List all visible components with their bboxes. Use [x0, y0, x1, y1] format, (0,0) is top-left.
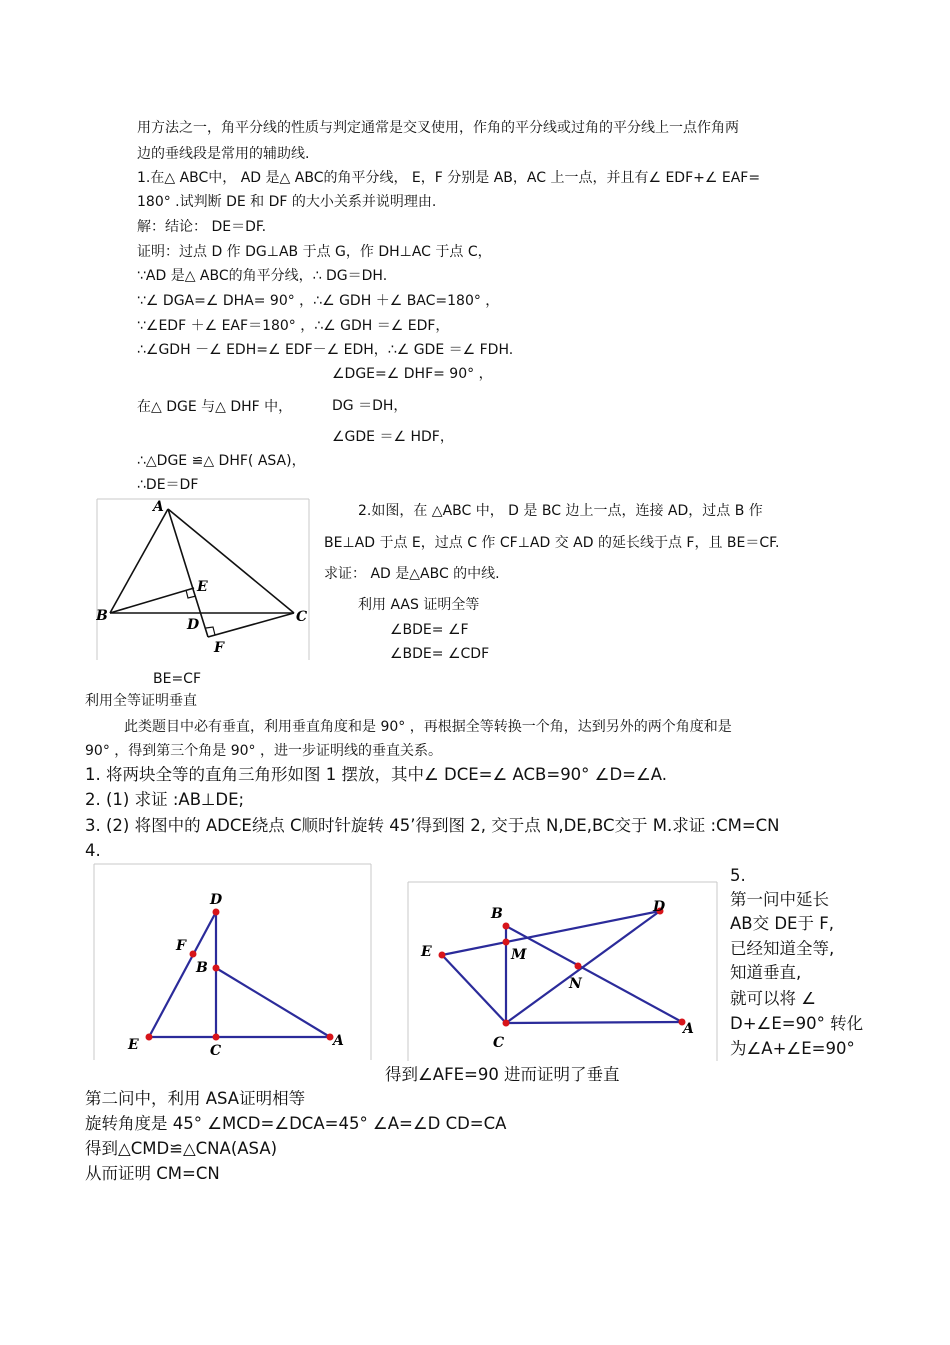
label-b: B	[96, 608, 108, 624]
problem1-in-triangles: 在△ DGE 与△ DHF 中，	[137, 399, 293, 415]
problem3-line-3: 3. (2) 将图中的 ADCE绕点 C顺时针旋转 45’得到图 2, 交于点 N,DE,BC交于 M.求证 :CM=CN	[85, 816, 780, 835]
side-note-3: AB交 DE于 F,	[730, 914, 834, 933]
point-e	[439, 952, 446, 959]
label-d: D	[210, 892, 223, 908]
label-e: E	[421, 944, 432, 960]
side-note-2: 第一问中延长	[730, 890, 829, 909]
point-c	[503, 1020, 510, 1027]
problem3-part2-3: 得到△CMD≌△CNA(ASA)	[85, 1139, 278, 1158]
problem1-proof-2: ∵AD 是△ ABC的角平分线，∴ DG＝DH.	[137, 268, 388, 284]
problem3-line-1: 1. 将两块全等的直角三角形如图 1 摆放，其中∠ DCE=∠ ACB=90° ∠D=∠A.	[85, 765, 668, 784]
point-c	[213, 1034, 220, 1041]
label-d: D	[187, 617, 200, 633]
point-n	[575, 963, 582, 970]
intro-line-1: 用方法之一，角平分线的性质与判定通常是交叉使用，作角的平分线或过角的平分线上一点作角两	[137, 120, 739, 136]
segment-ab	[110, 509, 168, 613]
problem1-proof-1: 证明：过点 D 作 DG⊥AB 于点 G，作 DH⊥AC 于点 C，	[137, 244, 492, 260]
label-a: A	[333, 1033, 344, 1049]
label-c: C	[493, 1035, 505, 1051]
point-m	[503, 939, 510, 946]
side-note-1: 5.	[730, 866, 746, 885]
label-m: M	[511, 947, 527, 963]
point-e	[146, 1034, 153, 1041]
problem1-conclusion-2: ∴DE＝DF	[137, 477, 199, 493]
section-description-2: 90° ，得到第三个角是 90° ，进一步证明线的垂直关系。	[85, 743, 442, 759]
problem2-statement-1: 2.如图，在 △ABC 中， D 是 BC 边上一点，连接 AD，过点 B 作	[358, 503, 763, 519]
label-n: N	[569, 976, 582, 992]
problem1-statement-1: 1.在△ ABC中， AD 是△ ABC的角平分线， E，F 分别是 AB，AC 上一点，并且有∠ EDF+∠ EAF=	[137, 170, 761, 186]
side-note-6: 就可以将 ∠	[730, 989, 817, 1008]
segment-ba	[506, 926, 682, 1022]
label-e: E	[197, 579, 208, 595]
problem3-result: 得到∠AFE=90 进而证明了垂直	[385, 1065, 620, 1084]
label-b: B	[196, 960, 208, 976]
problem1-condition-3: ∠GDE ＝∠ HDF，	[332, 429, 454, 445]
side-note-7: D+∠E=90° 转化	[730, 1014, 864, 1033]
section-description-1: 此类题目中必有垂直，利用垂直角度和是 90° ，再根据全等转换一个角，达到另外的两个角度和是	[124, 719, 732, 735]
problem3-line-2: 2. (1) 求证 :AB⊥DE;	[85, 790, 245, 809]
problem1-proof-3: ∵∠ DGA=∠ DHA= 90° ，∴∠ GDH ＋∠ BAC=180° ，	[137, 293, 500, 309]
problem2-statement-3: 求证： AD 是△ABC 的中线.	[324, 566, 500, 582]
problem3-part2-1: 第二问中，利用 ASA证明相等	[85, 1089, 306, 1108]
problem3-part2-4: 从而证明 CM=CN	[85, 1164, 220, 1183]
point-b	[503, 923, 510, 930]
label-f: F	[176, 938, 186, 954]
label-f: F	[214, 640, 224, 656]
problem3-part2-2: 旋转角度是 45° ∠MCD=∠DCA=45° ∠A=∠D CD=CA	[85, 1114, 507, 1133]
segment-ed	[442, 911, 660, 955]
section-title: 利用全等证明垂直	[85, 693, 197, 709]
label-c: C	[210, 1043, 222, 1059]
figure-1	[93, 862, 373, 1062]
problem3-line-4: 4.	[85, 841, 101, 860]
label-a: A	[683, 1021, 694, 1037]
problem1-proof-4: ∵∠EDF ＋∠ EAF＝180° ，∴∠ GDH ＝∠ EDF，	[137, 318, 450, 334]
point-b	[213, 965, 220, 972]
intro-line-2: 边的垂线段是常用的辅助线.	[137, 146, 310, 162]
problem1-statement-2: 180° .试判断 DE 和 DF 的大小关系并说明理由.	[137, 194, 437, 210]
problem1-condition-1: ∠DGE=∠ DHF= 90° ，	[332, 366, 493, 382]
point-d	[213, 909, 220, 916]
problem2-hint-4: BE=CF	[153, 671, 202, 687]
label-c: C	[296, 609, 308, 625]
label-d: D	[653, 899, 666, 915]
problem2-hint-1: 利用 AAS 证明全等	[358, 597, 480, 613]
problem1-conclusion-1: ∴△DGE ≌△ DHF( ASA)，	[137, 453, 306, 469]
side-note-4: 已经知道全等,	[730, 939, 835, 958]
problem1-solution: 解：结论： DE＝DF.	[137, 219, 267, 235]
problem2-statement-2: BE⊥AD 于点 E，过点 C 作 CF⊥AD 交 AD 的延长线于点 F，且 BE＝CF.	[324, 535, 780, 551]
segment-dc	[506, 911, 660, 1023]
segment-cf	[208, 613, 294, 637]
segment-ca	[506, 1022, 682, 1023]
problem1-proof-5: ∴∠GDH －∠ EDH=∠ EDF－∠ EDH，∴∠ GDE ＝∠ FDH.	[137, 342, 514, 358]
label-b: B	[491, 906, 503, 922]
problem2-hint-2: ∠BDE= ∠F	[390, 622, 469, 638]
segment-ec	[442, 955, 506, 1023]
side-note-5: 知道垂直,	[730, 963, 802, 982]
point-f	[190, 951, 197, 958]
figure-2	[407, 880, 719, 1063]
side-note-8: 为∠A+∠E=90°	[730, 1039, 855, 1058]
problem1-condition-2: DG ＝DH，	[332, 398, 408, 414]
segment-ba	[216, 968, 330, 1037]
label-a: A	[153, 499, 164, 515]
label-e: E	[128, 1037, 139, 1053]
problem2-hint-3: ∠BDE= ∠CDF	[390, 646, 490, 662]
problem2-figure	[96, 497, 311, 662]
segment-ac	[168, 509, 294, 613]
